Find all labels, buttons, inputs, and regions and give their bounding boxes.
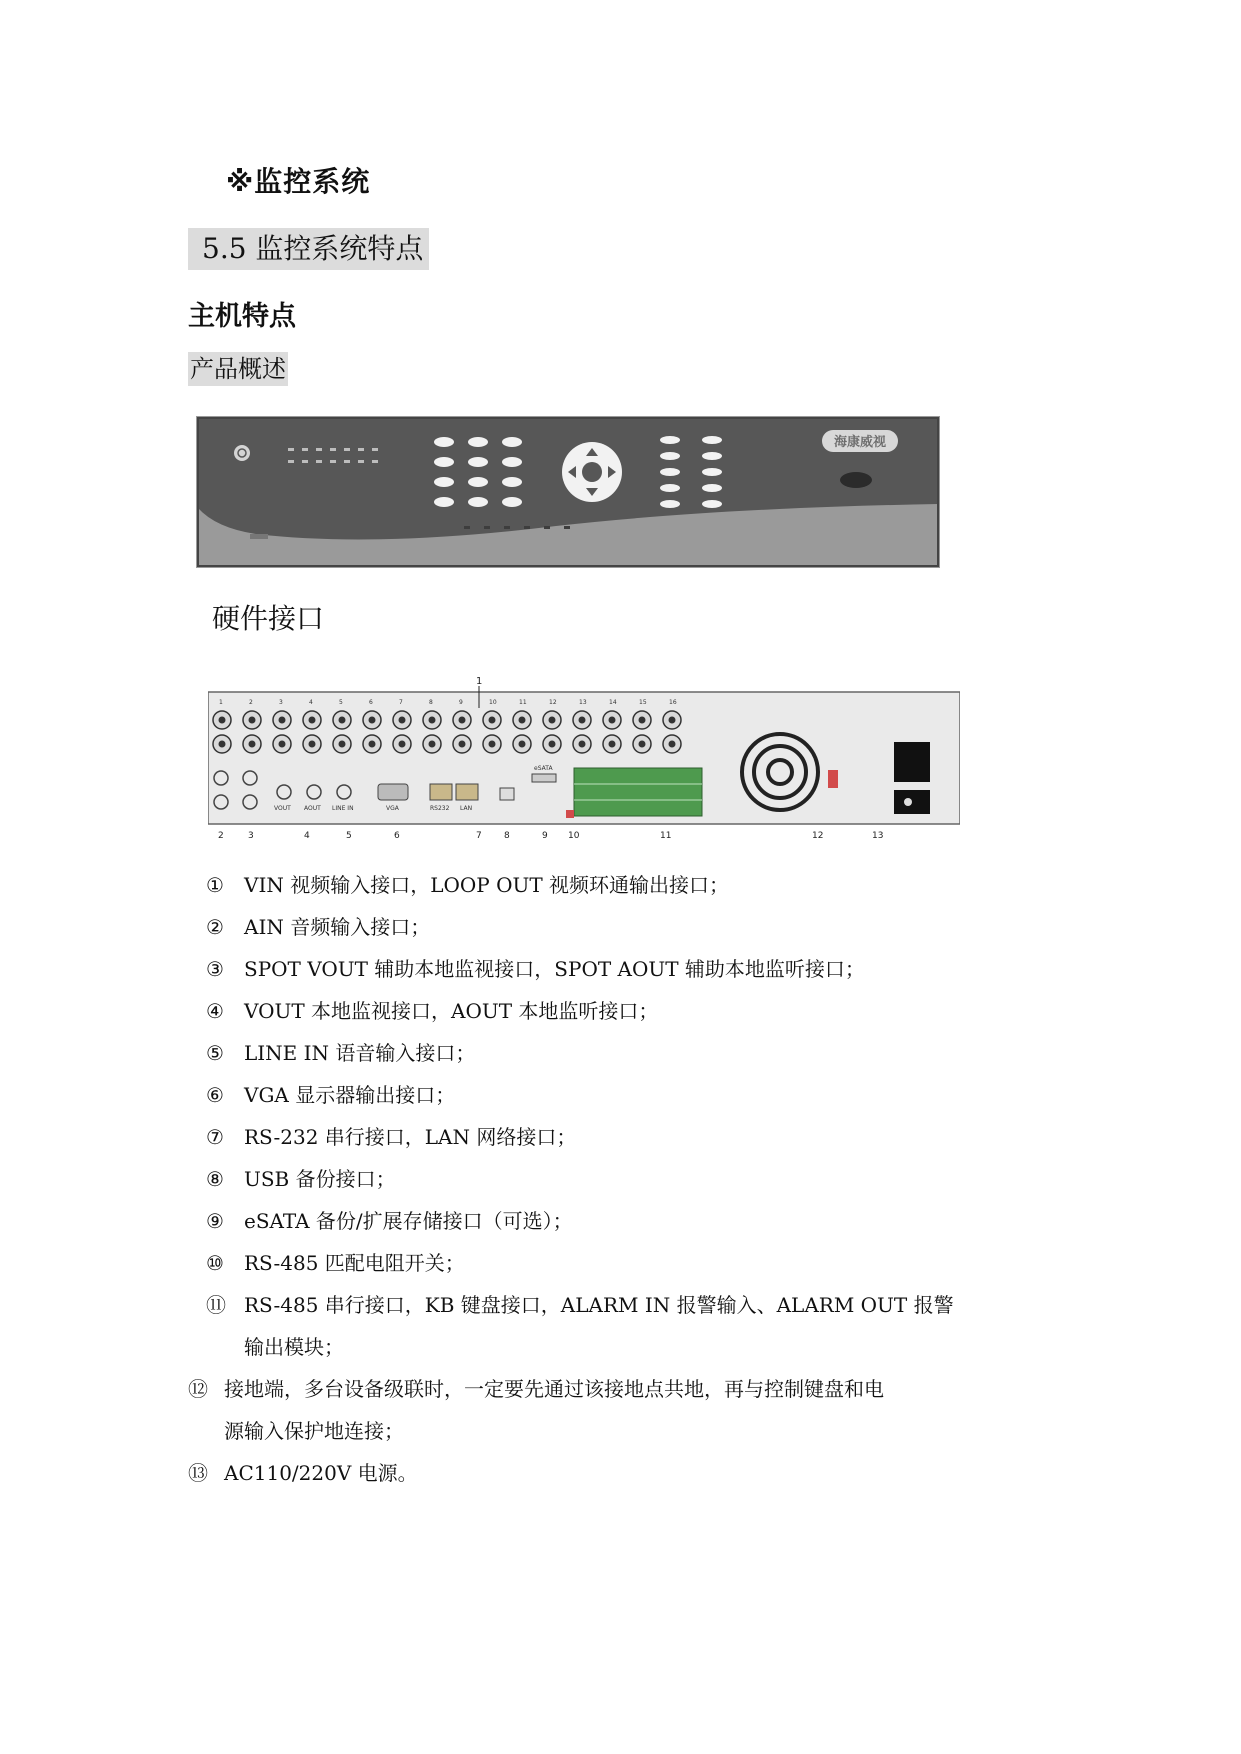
channel-number: 10 — [489, 699, 497, 706]
bnc-connector-core — [219, 717, 226, 724]
list-item — [206, 1116, 1036, 1158]
list-item-number: ① — [206, 873, 224, 897]
channel-number: 2 — [249, 699, 253, 706]
bnc-connector-core — [639, 717, 646, 724]
dvr-rear-panel-figure — [208, 672, 960, 842]
channel-number: 13 — [579, 699, 587, 706]
list-item-number: ⑦ — [206, 1125, 224, 1149]
label-rs232: RS232 — [430, 805, 450, 812]
list-item-number: ⑧ — [206, 1167, 224, 1191]
bnc-connector-core — [489, 717, 496, 724]
bnc-connector-core — [369, 717, 376, 724]
list-item-text: eSATA 备份/扩展存储接口（可选）； — [244, 1209, 573, 1233]
list-item-number — [188, 1410, 224, 1452]
bnc-connector-core — [279, 717, 286, 724]
list-item-text: 接地端，多台设备级联时，一定要先通过该接地点共地，再与控制键盘和电 — [224, 1377, 884, 1401]
bnc-connector-core — [669, 741, 676, 748]
channel-number: 12 — [549, 699, 557, 706]
bnc-connector-core — [249, 741, 256, 748]
channel-number: 11 — [519, 699, 527, 706]
list-item-text: VGA 显示器输出接口； — [244, 1083, 456, 1107]
bnc-connector-core — [249, 717, 256, 724]
list-item-text: VOUT 本地监视接口，AOUT 本地监听接口； — [244, 999, 659, 1023]
list-item — [188, 1410, 1036, 1452]
list-item-number: ③ — [206, 957, 224, 981]
list-item-text: AIN 音频输入接口； — [244, 915, 431, 939]
list-item — [206, 1200, 1036, 1242]
channel-number: 16 — [669, 699, 677, 706]
bnc-connector-core — [399, 717, 406, 724]
bnc-connector-core — [579, 741, 586, 748]
list-item — [206, 906, 1036, 948]
list-item — [206, 864, 1036, 906]
list-item-text: 源输入保护地连接； — [224, 1419, 404, 1443]
list-item — [206, 948, 1036, 990]
callout-7: 7 — [476, 831, 482, 841]
list-item-text: 输出模块； — [244, 1335, 344, 1359]
bnc-connector-core — [519, 717, 526, 724]
bnc-connector-core — [519, 741, 526, 748]
list-item-text: SPOT VOUT 辅助本地监视接口，SPOT AOUT 辅助本地监听接口； — [244, 957, 865, 981]
list-item — [188, 1368, 1036, 1410]
list-item-number: ⑫ — [188, 1377, 208, 1401]
channel-number: 3 — [279, 699, 283, 706]
list-item-number: ⑬ — [188, 1461, 208, 1485]
list-item-text: AC110/220V 电源。 — [224, 1461, 418, 1485]
callout-4: 4 — [304, 831, 310, 841]
list-item-text: USB 备份接口； — [244, 1167, 396, 1191]
channel-number: 7 — [399, 699, 403, 706]
bnc-connector-core — [399, 741, 406, 748]
label-aout: AOUT — [304, 805, 321, 812]
label-lan: LAN — [460, 805, 473, 812]
bnc-connector-core — [489, 741, 496, 748]
bnc-connector-core — [609, 717, 616, 724]
bnc-connector-core — [609, 741, 616, 748]
channel-number: 15 — [639, 699, 647, 706]
label-vout: VOUT — [274, 805, 291, 812]
list-item-text: VIN 视频输入接口，LOOP OUT 视频环通输出接口； — [244, 873, 730, 897]
list-item — [206, 1032, 1036, 1074]
channel-number: 5 — [339, 699, 343, 706]
bnc-connector-core — [639, 741, 646, 748]
callout-5: 5 — [346, 831, 352, 841]
callout-3: 3 — [248, 831, 254, 841]
list-item-text: LINE IN 语音输入接口； — [244, 1041, 476, 1065]
list-item — [206, 1326, 1036, 1368]
callout-8: 8 — [504, 831, 510, 841]
list-item — [188, 1452, 1036, 1494]
list-item — [206, 1074, 1036, 1116]
overview-label: 产品概述 — [188, 352, 288, 386]
brand-logo: 海康威视 — [833, 435, 887, 450]
bnc-connector-core — [669, 717, 676, 724]
bnc-connector-core — [339, 717, 346, 724]
channel-number: 6 — [369, 699, 373, 706]
label-esata: eSATA — [534, 765, 553, 772]
bnc-connector-core — [279, 741, 286, 748]
bnc-connector-core — [309, 717, 316, 724]
channel-number: 9 — [459, 699, 463, 706]
bnc-connector-core — [369, 741, 376, 748]
bnc-connector-core — [549, 717, 556, 724]
list-item — [206, 1158, 1036, 1200]
bnc-connector-core — [219, 741, 226, 748]
list-item-number: ⑩ — [206, 1251, 224, 1275]
bnc-connector-core — [429, 741, 436, 748]
callout-10: 10 — [568, 831, 580, 841]
bnc-connector-core — [339, 741, 346, 748]
label-vga: VGA — [386, 805, 399, 812]
list-item-text: RS-485 匹配电阻开关； — [244, 1251, 465, 1275]
list-item-text: RS-232 串行接口，LAN 网络接口； — [244, 1125, 577, 1149]
list-item — [206, 1242, 1036, 1284]
bnc-connector-core — [549, 741, 556, 748]
list-item-number: ⑤ — [206, 1041, 224, 1065]
list-item-number: ② — [206, 915, 224, 939]
channel-number: 14 — [609, 699, 617, 706]
document-main-heading: ※监控系统 — [226, 165, 371, 198]
list-item — [206, 1284, 1036, 1326]
list-item-number: ⑨ — [206, 1209, 224, 1233]
list-item-number — [206, 1326, 244, 1368]
list-item-text: RS-485 串行接口，KB 键盘接口，ALARM IN 报警输入、ALARM OUT 报警 — [244, 1293, 954, 1317]
dvr-front-panel-figure — [196, 416, 940, 568]
channel-number: 4 — [309, 699, 313, 706]
list-item-number: ④ — [206, 999, 224, 1023]
list-item-number: ⑥ — [206, 1083, 224, 1107]
callout-12: 12 — [812, 831, 824, 841]
bnc-connector-core — [459, 741, 466, 748]
hardware-interface-heading: 硬件接口 — [212, 602, 325, 635]
callout-11: 11 — [660, 831, 672, 841]
label-line-in: LINE IN — [332, 805, 354, 812]
bnc-connector-core — [429, 717, 436, 724]
channel-number: 8 — [429, 699, 433, 706]
channel-number: 1 — [219, 699, 223, 706]
callout-1: 1 — [476, 676, 483, 687]
bnc-connector-core — [459, 717, 466, 724]
bnc-connector-core — [579, 717, 586, 724]
callout-6: 6 — [394, 831, 400, 841]
interface-list — [188, 864, 1036, 1494]
callout-13: 13 — [872, 831, 884, 841]
section-heading: 5.5 监控系统特点 — [188, 228, 429, 270]
callout-2: 2 — [218, 831, 224, 841]
list-item-number: ⑪ — [206, 1293, 226, 1317]
callout-9: 9 — [542, 831, 548, 841]
bnc-connector-core — [309, 741, 316, 748]
list-item — [206, 990, 1036, 1032]
subsection-heading: 主机特点 — [188, 301, 296, 332]
